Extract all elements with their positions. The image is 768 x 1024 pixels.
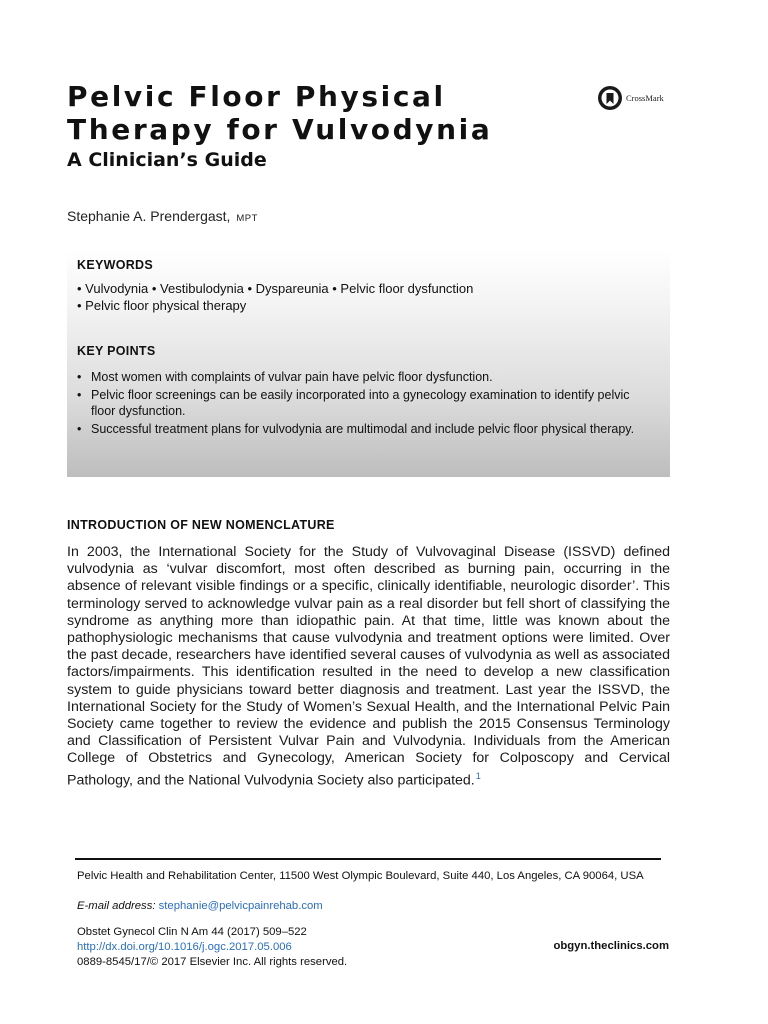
crossmark-icon <box>597 85 623 111</box>
key-points-list <box>77 369 657 439</box>
introduction-paragraph <box>67 544 670 790</box>
author-affiliation: Pelvic Health and Rehabilitation Center, 11500 West Olympic Boulevard, Suite 440, Los Angeles, CA 90064, USA <box>77 870 644 882</box>
author-line <box>67 208 258 224</box>
journal-info <box>77 925 347 970</box>
keywords-line-2: • Pelvic floor physical therapy <box>77 298 247 313</box>
author-degree: MPT <box>236 213 258 224</box>
copyright-notice: 0889-8545/17/© 2017 Elsevier Inc. All rights reserved. <box>77 956 348 968</box>
keywords-heading: KEYWORDS <box>77 258 154 272</box>
author-name: Stephanie A. Prendergast, <box>67 208 231 224</box>
crossmark-label: CrossMark <box>626 93 664 103</box>
keywords-line-1: • Vulvodynia • Vestibulodynia • Dyspareunia • Pelvic floor dysfunction <box>77 281 474 296</box>
title-line-1: Pelvic Floor Physical <box>67 80 446 113</box>
key-point-item: • Most women with complaints of vulvar pain have pelvic floor dysfunction. <box>77 369 657 385</box>
article-subtitle: A Clinician’s Guide <box>67 149 267 171</box>
email-line <box>77 899 323 914</box>
footnote-divider <box>75 858 661 860</box>
citation-link[interactable]: 1 <box>475 770 481 781</box>
crossmark-badge[interactable] <box>597 85 664 111</box>
journal-website[interactable]: obgyn.theclinics.com <box>553 940 669 952</box>
title-line-2: Therapy for Vulvodynia <box>67 113 493 146</box>
journal-citation: Obstet Gynecol Clin N Am 44 (2017) 509–522 <box>77 926 307 938</box>
key-point-item: • Successful treatment plans for vulvodynia are multimodal and include pelvic floor physical therapy. <box>77 421 657 437</box>
email-label: E-mail address: <box>77 900 156 912</box>
section-heading: INTRODUCTION OF NEW NOMENCLATURE <box>67 518 335 532</box>
keywords-keypoints-box <box>67 250 670 477</box>
doi-link[interactable]: http://dx.doi.org/10.1016/j.ogc.2017.05.006 <box>77 941 292 953</box>
key-point-item: • Pelvic floor screenings can be easily incorporated into a gynecology examination to identify pelvic floor dysfunction. <box>77 387 657 419</box>
article-title <box>67 80 587 146</box>
email-link[interactable]: stephanie@pelvicpainrehab.com <box>158 900 323 912</box>
introduction-text: In 2003, the International Society for the Study of Vulvovaginal Disease (ISSVD) defined vulvodynia as ‘vulvar discomfort, most often described as burning pain, occurring in the absence of relevant visible findings or a specific, clinically identifiable, neurologic disorder’. This terminology served to acknowledge vulvar pain as a real disorder but fell short of classifying the syndrome as anything more than idiopathic pain. At that time, little was known about the pathophysiologic mechanisms that cause vulvodynia and treatment options were limited. Over the past decade, researchers have identified several causes of vulvodynia as well as associated factors/impairments. This identification resulted in the need to develop a new classification system to guide physicians toward better diagnosis and treatment. Last year the ISSVD, the International Society for the Study of Women’s Sexual Health, and the International Pelvic Pain Society came together to review the evidence and publish the 2015 Consensus Terminology and Classification of Persistent Vulvar Pain and Vulvodynia. Individuals from the American College of Obstetrics and Gynecology, American Society for Colposcopy and Cervical Pathology, and the National Vulvodynia Society also participated. <box>67 544 670 789</box>
key-points-heading: KEY POINTS <box>77 344 156 358</box>
